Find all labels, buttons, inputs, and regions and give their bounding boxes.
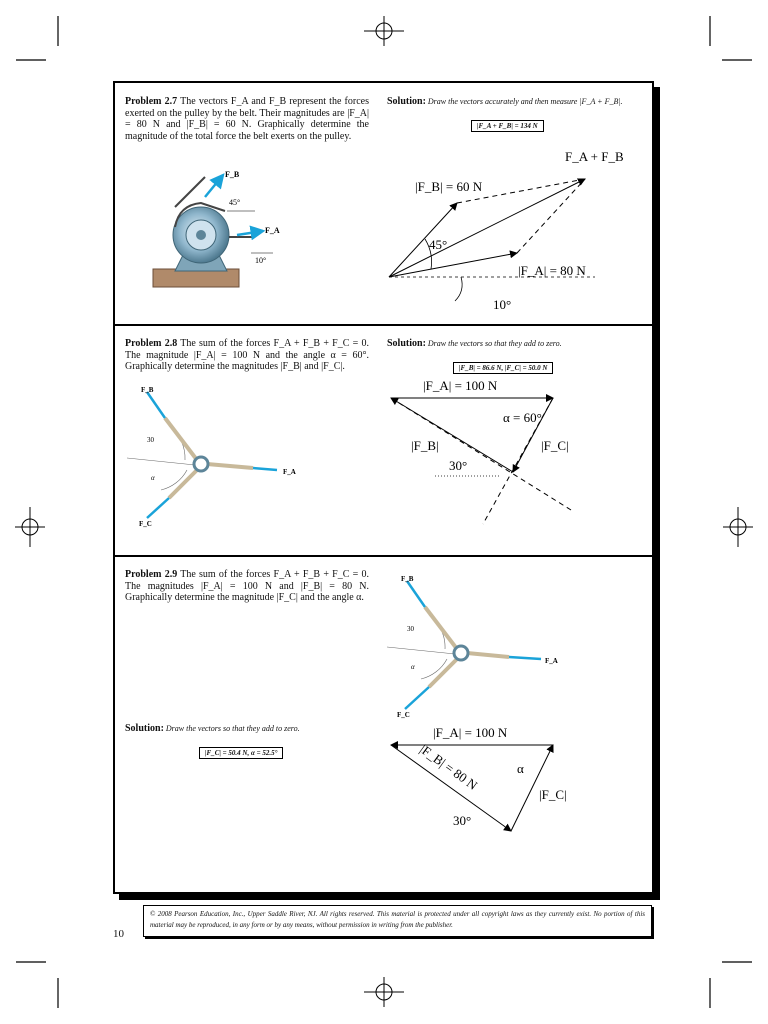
problem-2-9-solution bbox=[125, 723, 375, 734]
content-frame bbox=[113, 81, 654, 894]
fb-label: F_B bbox=[401, 575, 414, 583]
fb-vector bbox=[391, 745, 511, 831]
ground-block bbox=[153, 269, 239, 287]
fa-label: F_A bbox=[283, 468, 296, 476]
problem-heading: Problem 2.7 bbox=[125, 96, 178, 107]
problem-2-7-panel bbox=[115, 83, 652, 326]
fc-label: F_C bbox=[139, 520, 152, 528]
registration-mark-top bbox=[364, 16, 404, 46]
problem-2-7-answer: |F_A + F_B| = 134 N bbox=[471, 120, 544, 132]
ring bbox=[194, 457, 208, 471]
angle-10-label: 10° bbox=[255, 256, 267, 265]
solution-text: Draw the vectors so that they add to zero. bbox=[165, 724, 300, 733]
angle-45-label: 45° bbox=[229, 198, 241, 207]
fc-magnitude-label: |F_C| bbox=[541, 438, 569, 453]
fb-magnitude-label: |F_B| bbox=[411, 438, 439, 453]
fb-label: F_B bbox=[225, 170, 240, 179]
angle-30-label: 30 bbox=[407, 625, 414, 633]
angle-30-label: 30 bbox=[147, 436, 154, 444]
registration-mark-right bbox=[723, 507, 753, 547]
alpha-label: α = 60° bbox=[503, 410, 542, 425]
fa-arrow bbox=[237, 231, 263, 235]
problem-2-9-panel bbox=[115, 557, 652, 892]
ring-figure-2-8 bbox=[125, 382, 305, 532]
fc-magnitude-label: |F_C| bbox=[539, 787, 567, 802]
rope-c bbox=[429, 659, 457, 687]
rope-b bbox=[425, 607, 457, 649]
fa-magnitude-label: |F_A| = 100 N bbox=[423, 378, 498, 393]
angle-10-label: 10° bbox=[493, 297, 512, 312]
problem-text: The sum of the forces F_A + F_B + F_C = 0. The magnitude |F_A| = 100 N and the angle α = 60°. Graphically determine the magnitudes |F_B| and |F_C|. bbox=[125, 338, 369, 372]
fa-label: F_A bbox=[545, 657, 558, 665]
vector-sum-diagram-2-7 bbox=[385, 143, 625, 318]
ring bbox=[454, 646, 468, 660]
fb-magnitude-label: |F_B| = 60 N bbox=[415, 179, 483, 194]
fc-arrow bbox=[147, 498, 169, 518]
problem-2-9-statement bbox=[125, 569, 369, 604]
problem-heading: Problem 2.9 bbox=[125, 569, 178, 580]
alpha-label: α bbox=[151, 474, 155, 482]
rope-b bbox=[165, 418, 197, 460]
fa-label: F_A bbox=[265, 226, 280, 235]
solution-heading: Solution: bbox=[125, 723, 164, 734]
problem-2-8-solution bbox=[387, 338, 637, 349]
problem-2-8-answer: |F_B| = 86.6 N, |F_C| = 50.0 N bbox=[453, 362, 553, 374]
pulley-figure bbox=[145, 167, 280, 297]
fb-arrow bbox=[407, 581, 425, 607]
fb-label: F_B bbox=[141, 386, 154, 394]
fa-magnitude-label: |F_A| = 80 N bbox=[518, 263, 586, 278]
fb-arrow bbox=[205, 175, 223, 197]
fa-magnitude-label: |F_A| = 100 N bbox=[433, 725, 508, 740]
alpha-label: α bbox=[517, 761, 524, 776]
copyright-notice: © 2008 Pearson Education, Inc., Upper Saddle River, NJ. All rights reserved. This material is protected under all copyright laws as they currently exist. No portion of this material may be reproduced, in any form or by any means, without permission in writing from the publisher. bbox=[143, 905, 652, 937]
problem-2-7-solution bbox=[387, 96, 637, 107]
fc-label: F_C bbox=[397, 711, 410, 719]
solution-heading: Solution: bbox=[387, 338, 426, 349]
problem-2-8-panel bbox=[115, 326, 652, 557]
alpha-label: α bbox=[411, 663, 415, 671]
problem-text: The sum of the forces F_A + F_B + F_C = 0. The magnitudes |F_A| = 100 N and |F_B| = 80 N. Graphically determine the magnitude |F_C| and the angle α. bbox=[125, 569, 369, 603]
registration-mark-bottom bbox=[364, 977, 404, 1007]
registration-mark-left bbox=[15, 507, 45, 547]
rope-a bbox=[207, 464, 253, 468]
angle-30-label: 30° bbox=[449, 458, 468, 473]
fa-arrow bbox=[253, 468, 277, 470]
solution-text: Draw the vectors so that they add to zero. bbox=[427, 339, 562, 348]
problem-2-7-statement bbox=[125, 96, 369, 142]
angle-30-label: 30° bbox=[453, 813, 472, 828]
rope-a bbox=[467, 653, 509, 657]
problem-text: The vectors F_A and F_B represent the forces exerted on the pulley by the belt. Their magnitudes are |F_A| = 80 N and |F_B| = 60 N. Graphically determine the magnitude of the total force the belt exerts on the pulley. bbox=[125, 96, 369, 142]
fb-arrow bbox=[147, 392, 165, 418]
fc-arrow bbox=[405, 687, 429, 709]
vector-triangle-2-8 bbox=[383, 378, 583, 554]
vector-triangle-2-9 bbox=[383, 723, 583, 883]
rope-c bbox=[169, 470, 197, 498]
angle-45-label: 45° bbox=[429, 237, 448, 252]
ring-figure-2-9 bbox=[385, 571, 565, 721]
problem-2-9-answer: |F_C| = 50.4 N, α = 52.5° bbox=[199, 747, 283, 759]
fa-arrow bbox=[509, 657, 541, 659]
solution-heading: Solution: bbox=[387, 96, 426, 107]
fb-magnitude-label: |F_B| = 80 N bbox=[417, 741, 481, 793]
solution-text: Draw the vectors accurately and then measure |F_A + F_B|. bbox=[427, 97, 623, 106]
page-number: 10 bbox=[113, 928, 124, 940]
sum-label: F_A + F_B bbox=[565, 149, 624, 164]
problem-heading: Problem 2.8 bbox=[125, 338, 178, 349]
problem-2-8-statement bbox=[125, 338, 369, 373]
